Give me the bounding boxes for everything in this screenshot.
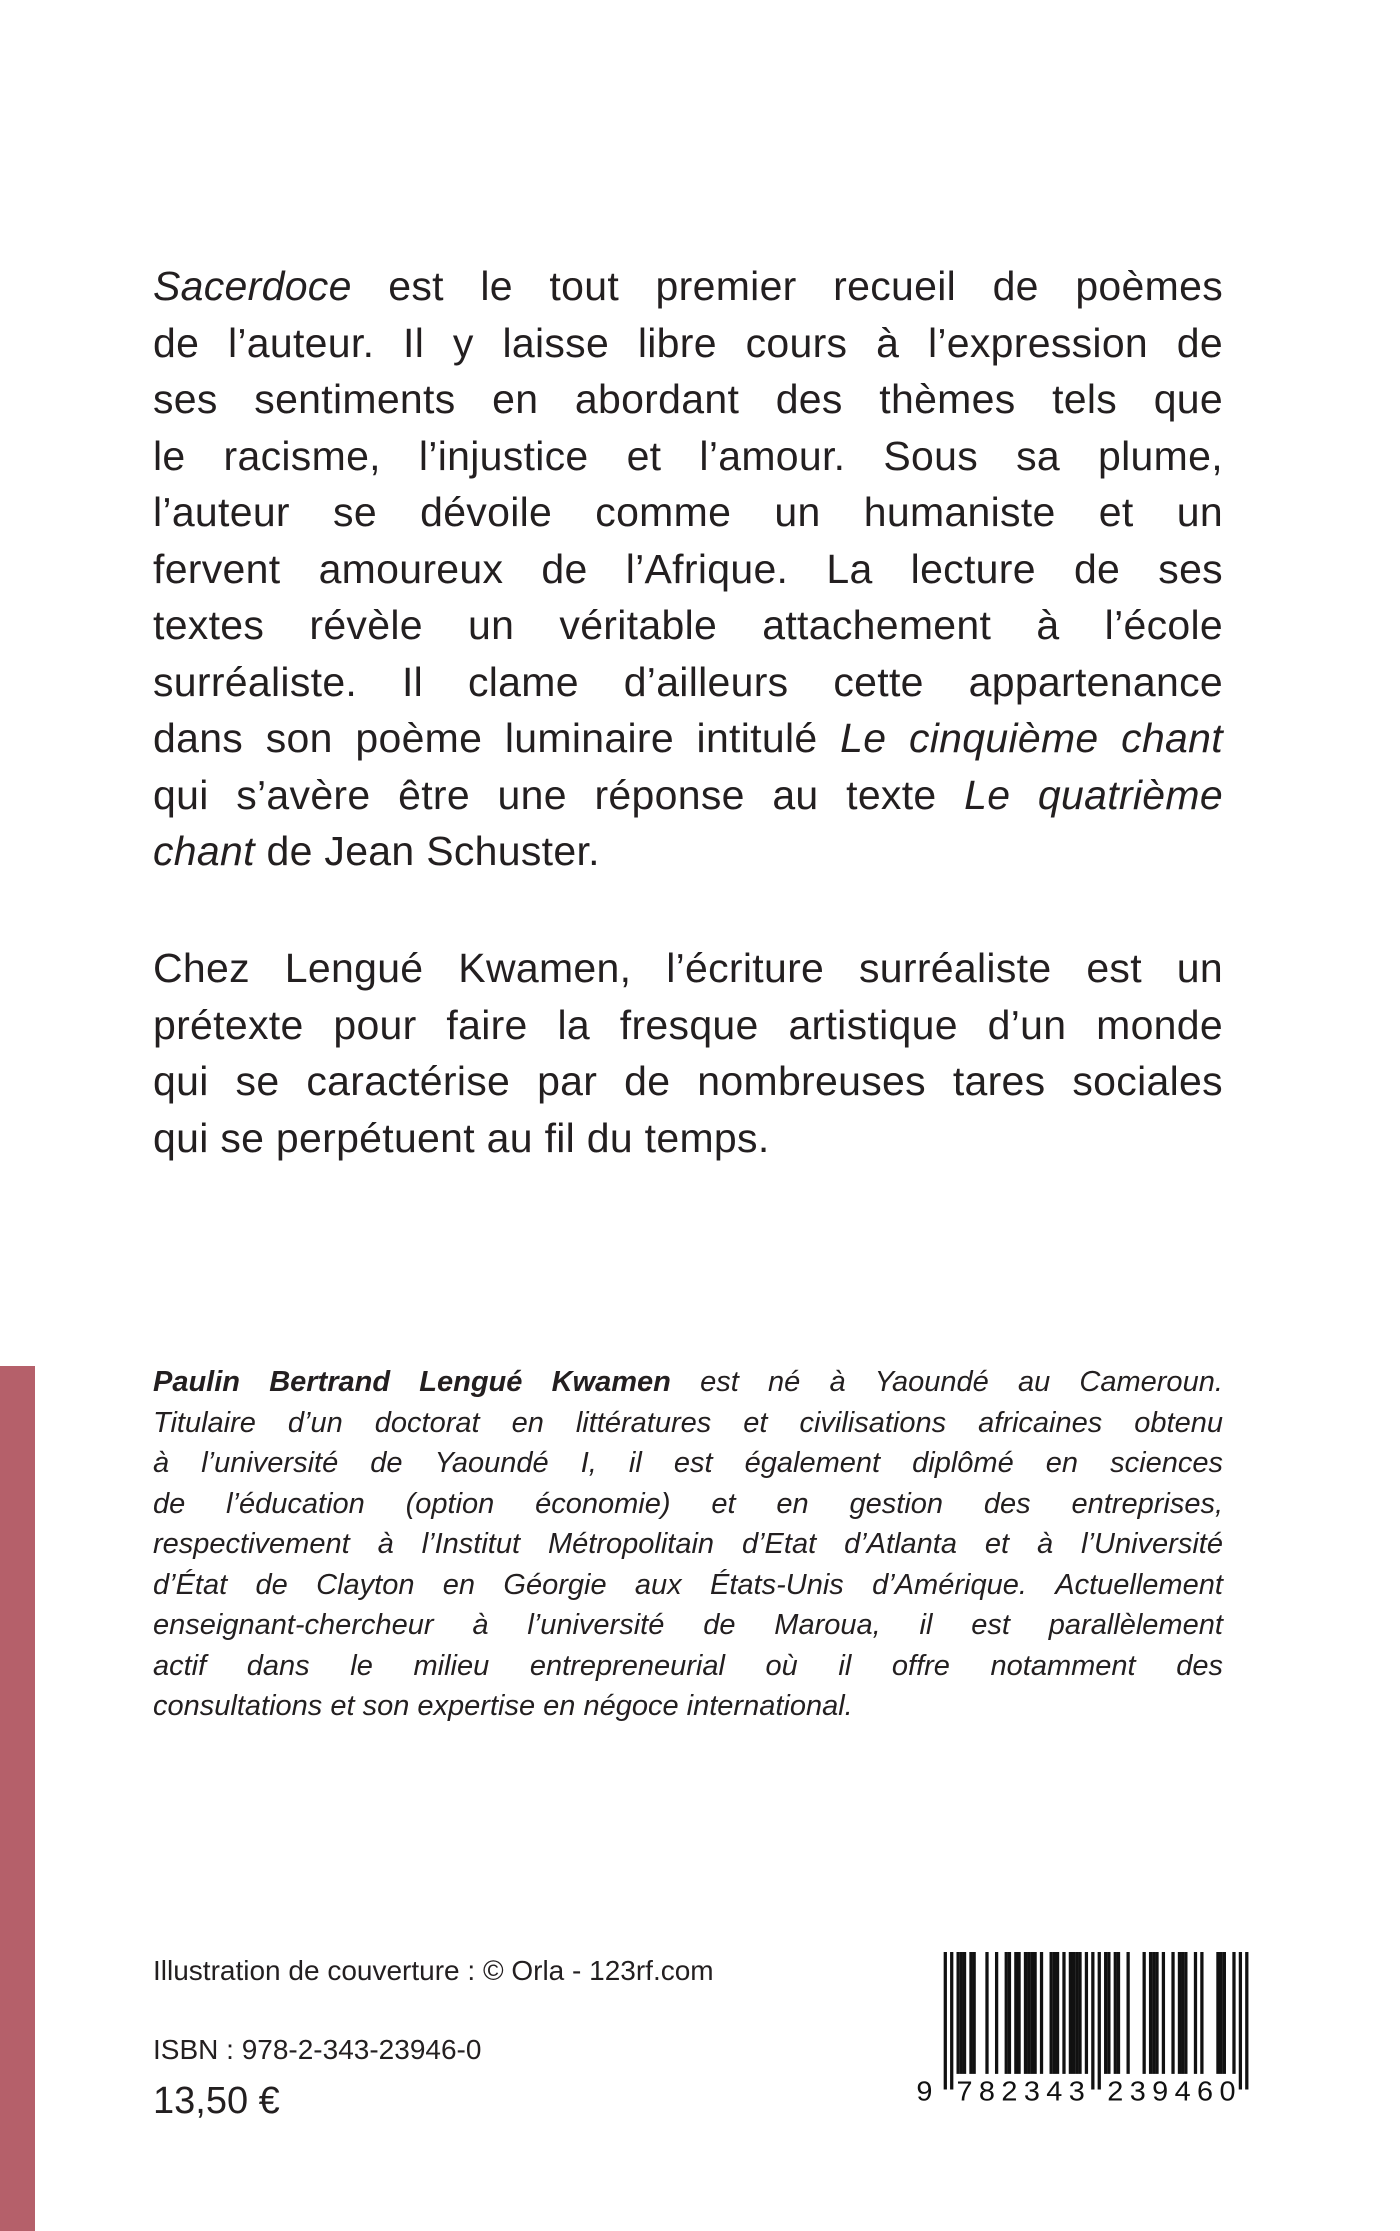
word: Lengué: [419, 1366, 523, 1398]
word: premier: [655, 263, 797, 309]
barcode-bar: [1024, 1952, 1027, 2074]
word: de: [266, 828, 325, 874]
word: dévoile: [420, 489, 553, 535]
word: entreprises,: [1071, 1487, 1223, 1520]
barcode-digit: 6: [1197, 2075, 1214, 2108]
text-line: [153, 1605, 1223, 1646]
word: milieu: [413, 1649, 490, 1682]
word: où: [765, 1649, 798, 1682]
word: à: [377, 1528, 394, 1560]
word: la: [557, 1001, 590, 1048]
word: au: [772, 771, 819, 818]
word: Métropolitain: [547, 1528, 715, 1560]
word: appartenance: [968, 658, 1223, 705]
barcode-bar: [995, 1952, 998, 2074]
word: il: [919, 1609, 933, 1641]
text-line: [153, 484, 1223, 541]
barcode-bar: [1078, 1952, 1081, 2074]
word: intitulé: [696, 715, 818, 761]
barcode-digit: 0: [1219, 2075, 1236, 2108]
summary-paragraph-1: [153, 258, 1223, 880]
word: caractérise: [306, 1058, 511, 1104]
word: parallèlement: [1048, 1609, 1223, 1641]
word: un: [1176, 489, 1223, 535]
text-line: [153, 1524, 1223, 1565]
word: l’écriture: [666, 945, 825, 991]
text-line: [153, 258, 1223, 315]
word: son: [362, 1690, 418, 1722]
word: en: [543, 1690, 584, 1722]
barcode-bar: [1027, 1952, 1030, 2074]
word: Bertrand: [269, 1366, 391, 1398]
word: Le: [840, 715, 887, 761]
barcode-digit: 4: [1174, 2075, 1191, 2108]
barcode-bar: [1040, 1952, 1043, 2074]
word: d’un: [987, 1001, 1067, 1048]
barcode-bar: [1069, 1952, 1072, 2074]
barcode-bar: [1017, 1952, 1020, 2074]
word: Actuellement: [1055, 1568, 1223, 1601]
word: une: [497, 771, 567, 818]
word: La: [826, 545, 873, 592]
word: prétexte: [153, 1001, 304, 1048]
word: en: [511, 1406, 544, 1439]
word: obtenu: [1134, 1406, 1223, 1439]
word: texte: [846, 771, 937, 818]
word: plume,: [1098, 432, 1223, 479]
word: nombreuses: [697, 1058, 926, 1104]
barcode-bar: [1181, 1952, 1184, 2074]
word: d’Amérique.: [872, 1568, 1027, 1601]
word: est: [388, 263, 444, 309]
word: littératures: [575, 1406, 712, 1439]
word: temps.: [644, 1114, 770, 1161]
word: à: [1036, 602, 1060, 648]
word: artistique: [788, 1001, 958, 1048]
word: un: [468, 602, 515, 648]
word: thèmes: [879, 376, 1016, 422]
word: à: [829, 1366, 846, 1398]
word: à: [876, 319, 900, 366]
word: Sacerdoce: [153, 263, 352, 309]
text-line: [153, 1565, 1223, 1606]
word: États-Unis: [710, 1568, 844, 1601]
word: Yaoundé: [874, 1366, 989, 1398]
barcode-digit: 3: [1129, 2075, 1146, 2108]
word: est: [673, 1447, 713, 1479]
barcode-bar: [1178, 1952, 1181, 2074]
word: dans: [246, 1649, 310, 1682]
barcode-bar: [985, 1952, 988, 2074]
word: poèmes: [1075, 263, 1223, 309]
word: pour: [333, 1001, 417, 1048]
barcode-digit: 2: [1107, 2075, 1124, 2108]
word: civilisations: [799, 1406, 947, 1439]
word: de: [153, 1487, 186, 1520]
word: est: [700, 1366, 739, 1398]
word: il: [838, 1649, 852, 1682]
word: se: [235, 1058, 280, 1104]
word: cette: [833, 658, 924, 705]
text-line: [153, 1053, 1223, 1110]
barcode-bar: [1143, 1952, 1146, 2074]
barcode-bar: [1085, 1952, 1088, 2074]
word: l’amour.: [699, 432, 846, 479]
barcode-bar: [1194, 1952, 1197, 2074]
word: amoureux: [318, 545, 504, 592]
word: l’auteur: [153, 489, 290, 535]
text-line: [153, 654, 1223, 711]
word: en: [776, 1487, 809, 1520]
word: Maroua,: [774, 1609, 881, 1641]
word: à: [1037, 1528, 1054, 1560]
barcode-bar: [1030, 1952, 1033, 2074]
word: Paulin: [153, 1366, 241, 1398]
word: est: [1086, 945, 1142, 991]
text-line: [153, 315, 1223, 372]
word: doctorat: [374, 1406, 480, 1439]
word: sciences: [1110, 1447, 1223, 1479]
word: l’Université: [1081, 1528, 1223, 1560]
isbn: ISBN : 978-2-343-23946-0: [153, 2034, 482, 2065]
barcode-bar: [1155, 1952, 1158, 2074]
word: sentiments: [254, 376, 456, 422]
word: d’État: [153, 1568, 228, 1601]
word: de: [541, 545, 588, 592]
word: il: [628, 1447, 642, 1479]
word: de: [992, 263, 1039, 309]
word: tout: [549, 263, 620, 309]
word: offre: [891, 1649, 950, 1682]
text-line: [153, 767, 1223, 824]
text-line: [153, 1484, 1223, 1525]
word: Jean: [324, 828, 427, 874]
word: l’Institut: [421, 1528, 521, 1560]
word: le: [480, 263, 513, 309]
barcode-bar: [944, 1952, 947, 2090]
barcode-bar: [1008, 1952, 1011, 2074]
word: à: [153, 1447, 170, 1479]
word: l’université: [201, 1447, 339, 1479]
barcode-bar: [950, 1952, 953, 2090]
word: consultations: [153, 1690, 331, 1722]
word: en: [1045, 1447, 1079, 1479]
accent-side-bar: [0, 1366, 35, 2231]
summary-paragraph-2: [153, 940, 1223, 1166]
word: Cameroun.: [1079, 1366, 1223, 1398]
word: être: [398, 771, 470, 818]
word: par: [537, 1058, 598, 1104]
word: s’avère: [236, 771, 371, 818]
word: véritable: [559, 602, 718, 648]
barcode-digit: 3: [1023, 2075, 1040, 2108]
word: qui: [153, 1058, 209, 1104]
word: Le: [964, 771, 1011, 818]
word: notamment: [990, 1649, 1136, 1682]
barcode-bar: [969, 1952, 972, 2074]
word: quatrième: [1037, 771, 1223, 818]
word: international.: [686, 1690, 853, 1722]
word: faire: [446, 1001, 528, 1048]
barcode-digit: 2: [1001, 2075, 1018, 2108]
word: Chez: [153, 945, 250, 991]
text-line: [153, 1110, 1223, 1167]
word: révèle: [309, 602, 423, 648]
barcode-bar: [1033, 1952, 1036, 2074]
word: également: [744, 1447, 881, 1479]
barcode-bar: [956, 1952, 959, 2074]
word: lecture: [910, 545, 1036, 592]
word: tares: [952, 1058, 1046, 1104]
barcode-bar: [1053, 1952, 1056, 2074]
word: racisme,: [223, 432, 381, 479]
word: diplômé: [912, 1447, 1014, 1479]
barcode-bar: [1005, 1952, 1008, 2074]
barcode-bar: [1149, 1952, 1152, 2074]
word: cours: [745, 319, 848, 366]
barcode-bar: [1014, 1952, 1017, 2074]
word: comme: [595, 489, 732, 535]
word: africaines: [978, 1406, 1103, 1439]
word: qui: [153, 1114, 221, 1161]
word: le: [153, 432, 186, 479]
word: luminaire: [504, 715, 674, 761]
word: un: [774, 489, 821, 535]
barcode-digit: 3: [1068, 2075, 1085, 2108]
word: laisse: [502, 319, 610, 366]
barcode-bar: [1184, 1952, 1187, 2074]
word: entrepreneurial: [529, 1649, 725, 1682]
word: Kwamen,: [458, 945, 632, 991]
word: chant: [1121, 715, 1223, 761]
word: à: [472, 1609, 489, 1641]
word: de: [1073, 545, 1121, 592]
word: du: [586, 1114, 645, 1161]
word: poème: [355, 715, 483, 761]
barcode-bar: [1126, 1952, 1129, 2074]
word: se: [333, 489, 377, 535]
barcode-digit: 9: [916, 2075, 933, 2108]
barcode-bar: [1104, 1952, 1107, 2074]
word: sa: [1016, 432, 1060, 479]
barcode-bar: [1239, 1952, 1242, 2090]
word: Schuster.: [426, 828, 600, 874]
word: actif: [153, 1649, 207, 1682]
word: l’éducation: [226, 1487, 365, 1520]
word: économie): [535, 1487, 671, 1520]
cover-illustration-credit: Illustration de couverture : © Orla - 123rf.com: [153, 1955, 714, 1986]
text-line: [153, 371, 1223, 428]
text-line: [153, 1646, 1223, 1687]
word: Clayton: [316, 1568, 415, 1601]
barcode-bar: [963, 1952, 966, 2074]
word: des: [983, 1487, 1031, 1520]
barcode-bar: [1062, 1952, 1065, 2074]
word: (option: [405, 1487, 495, 1520]
word: humaniste: [863, 489, 1056, 535]
word: et: [711, 1487, 736, 1520]
ean13-barcode: [916, 1952, 1258, 2108]
word: un: [1176, 945, 1223, 991]
barcode-bar: [1075, 1952, 1078, 2074]
word: cinquième: [908, 715, 1099, 761]
word: se: [220, 1114, 276, 1161]
word: de: [703, 1609, 736, 1641]
word: Il: [403, 319, 425, 366]
word: ses: [153, 376, 218, 422]
author-biography: [153, 1362, 1223, 1727]
text-line: [153, 1362, 1223, 1403]
word: réponse: [594, 771, 745, 818]
word: et: [743, 1406, 768, 1439]
word: Lengué: [284, 945, 424, 991]
barcode-bar: [1171, 1952, 1174, 2074]
word: gestion: [849, 1487, 944, 1520]
word: l’injustice: [418, 432, 589, 479]
barcode-digit: 8: [978, 2075, 995, 2108]
word: l’auteur.: [227, 319, 375, 366]
barcode-digit: 4: [1046, 2075, 1063, 2108]
price: 13,50 €: [153, 2080, 280, 2122]
word: d’Atlanta: [844, 1528, 957, 1560]
text-line: [153, 1403, 1223, 1444]
text-line: [153, 597, 1223, 654]
barcode-bar: [1220, 1952, 1223, 2074]
word: perpétuent: [275, 1114, 487, 1161]
text-line: [153, 1686, 1223, 1727]
word: l’expression: [927, 319, 1149, 366]
word: que: [1153, 376, 1223, 422]
word: dans: [153, 715, 244, 761]
word: surréaliste.: [153, 658, 358, 705]
text-line: [153, 940, 1223, 997]
word: né: [767, 1366, 801, 1398]
word: de: [370, 1447, 403, 1479]
word: Kwamen: [551, 1366, 671, 1398]
word: abordant: [574, 376, 740, 422]
word: l’école: [1104, 602, 1223, 648]
word: l’Afrique.: [625, 545, 789, 592]
word: Il: [401, 658, 424, 705]
barcode-bar: [1107, 1952, 1110, 2074]
word: surréaliste: [859, 945, 1052, 991]
word: textes: [153, 602, 265, 648]
barcode-bar: [1152, 1952, 1155, 2074]
word: monde: [1096, 1001, 1223, 1048]
word: libre: [637, 319, 717, 366]
barcode-bar: [1098, 1952, 1101, 2090]
word: fresque: [619, 1001, 759, 1048]
text-line: [153, 997, 1223, 1054]
barcode-bar: [1216, 1952, 1219, 2074]
word: de: [1176, 319, 1223, 366]
word: fervent: [153, 545, 281, 592]
word: et: [984, 1528, 1010, 1560]
word: de: [255, 1568, 288, 1601]
word: enseignant-chercheur: [153, 1609, 434, 1641]
word: en: [492, 376, 539, 422]
barcode-bar: [1050, 1952, 1053, 2074]
text-line: [153, 541, 1223, 598]
word: et: [626, 432, 662, 479]
word: l’université: [527, 1609, 665, 1641]
barcode-bar: [960, 1952, 963, 2074]
barcode-bar: [1117, 1952, 1120, 2074]
word: chant: [153, 828, 267, 874]
barcode-bar: [1114, 1952, 1117, 2074]
word: attachement: [762, 602, 992, 648]
word: ses: [1158, 545, 1223, 592]
word: y: [452, 319, 474, 366]
word: aux: [634, 1568, 682, 1601]
word: fil: [544, 1114, 587, 1161]
text-line: [153, 823, 1223, 880]
barcode-bar: [1232, 1952, 1235, 2074]
word: négoce: [583, 1690, 687, 1722]
word: de: [624, 1058, 671, 1104]
word: le: [350, 1649, 373, 1682]
word: et: [1098, 489, 1134, 535]
word: expertise: [417, 1690, 544, 1722]
word: son: [265, 715, 333, 761]
word: respectivement: [153, 1528, 350, 1560]
word: de: [153, 319, 200, 366]
barcode-bar: [973, 1952, 976, 2074]
barcode-bar: [1091, 1952, 1094, 2090]
barcode-digit: 7: [956, 2075, 973, 2108]
barcode-bar: [1245, 1952, 1248, 2090]
barcode-bar: [1056, 1952, 1059, 2074]
word: Géorgie: [503, 1568, 607, 1601]
word: au: [486, 1114, 545, 1161]
word: tels: [1052, 376, 1118, 422]
word: recueil: [833, 263, 957, 309]
barcode-bar: [1200, 1952, 1203, 2074]
text-line: [153, 1443, 1223, 1484]
text-line: [153, 428, 1223, 485]
word: I,: [580, 1447, 597, 1479]
word: sociales: [1072, 1058, 1223, 1104]
word: des: [1176, 1649, 1223, 1682]
word: d’ailleurs: [623, 658, 789, 705]
word: d’un: [287, 1406, 343, 1439]
word: clame: [467, 658, 579, 705]
word: est: [971, 1609, 1010, 1641]
word: Yaoundé: [434, 1447, 549, 1479]
word: en: [442, 1568, 476, 1601]
word: d’Etat: [741, 1528, 817, 1560]
text-line: [153, 710, 1223, 767]
barcode-bar: [1223, 1952, 1226, 2074]
word: et: [330, 1690, 363, 1722]
word: des: [775, 376, 843, 422]
word: Sous: [883, 432, 979, 479]
word: qui: [153, 771, 209, 818]
barcode-bar: [1162, 1952, 1165, 2074]
barcode-digit: 9: [1152, 2075, 1169, 2108]
word: Titulaire: [153, 1406, 256, 1439]
barcode-bar: [1072, 1952, 1075, 2074]
word: au: [1017, 1366, 1051, 1398]
